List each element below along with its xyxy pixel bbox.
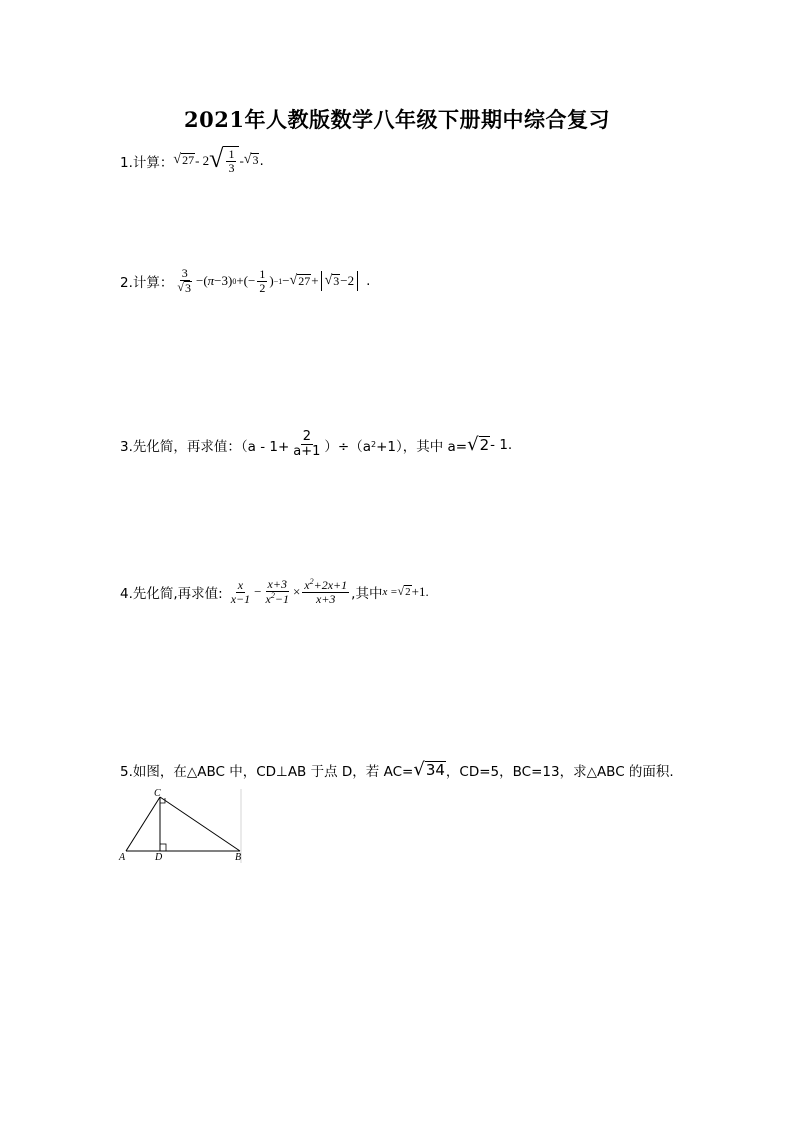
- question-1: [120, 146, 264, 175]
- expr-part: +(−: [236, 273, 256, 289]
- sqrt-27: √ 27: [289, 273, 311, 289]
- question-1-end: .: [259, 152, 264, 169]
- sqrt-34: √ 34: [413, 758, 445, 780]
- sqrt-3: √ 3: [243, 152, 259, 168]
- question-5-end: ，CD=5，BC=13，求△ABC 的面积.: [445, 764, 674, 780]
- label-a: A: [119, 852, 126, 863]
- expr-part: +1），其中 a=: [376, 438, 468, 455]
- expr-part: −: [282, 273, 290, 289]
- question-3-prefix: 3.先化简，再求值：（a - 1+: [120, 438, 290, 455]
- exponent-two: 2: [371, 440, 377, 450]
- label-b: B: [235, 852, 242, 863]
- question-5: [120, 760, 674, 780]
- expr-part: −(: [195, 273, 208, 289]
- exponent-neg-one: −1: [273, 276, 283, 286]
- expr-part: −3): [214, 273, 233, 289]
- label-c: C: [154, 788, 161, 799]
- triangle-figure: [116, 785, 246, 865]
- fraction-x-plus-3-over-x2-minus-1: $\frac{x+3}{x^2-1}$: [265, 577, 289, 607]
- question-3-end: - 1.: [490, 436, 513, 453]
- expr-part: ,其中: [351, 586, 383, 603]
- fraction-3-over-sqrt3: 3 √ 3: [177, 266, 191, 296]
- question-4-prefix: 4.先化简,再求值:: [120, 586, 223, 603]
- sqrt-one-third: √ $\frac{1}{3}$: [209, 146, 239, 175]
- question-3: [120, 430, 512, 460]
- times-sign: ×: [292, 584, 301, 600]
- fraction-half: $\frac{1}{2}$: [259, 266, 266, 295]
- figure-background: [116, 785, 246, 865]
- pi-symbol: π: [207, 273, 215, 289]
- x-equals: x =: [382, 586, 398, 599]
- expr-part: ）÷（a: [324, 438, 371, 455]
- sqrt-27: √ 27: [173, 152, 195, 168]
- question-1-prefix: 1.计算：: [120, 154, 174, 171]
- expr-part: +: [311, 273, 319, 289]
- question-2-end: .: [366, 273, 371, 290]
- absolute-value: √ 3 −2: [321, 271, 359, 291]
- fraction-x-over-x-minus-1: $\frac{x}{x-1}$: [230, 577, 251, 606]
- expr-part: ): [269, 273, 274, 289]
- question-4-end: +1.: [411, 584, 429, 600]
- question-2: [120, 267, 370, 296]
- minus-sign: -: [239, 152, 244, 168]
- sqrt-2: √ 2: [467, 433, 490, 455]
- fraction-2-over-a-plus-1: $\frac{2}{a+1}$: [293, 429, 321, 460]
- fraction-x2-plus-2x-plus-1-over-x-plus-3: $\frac{x^2+2x+1}{x+3}$: [304, 577, 348, 607]
- question-5-prefix: 5.如图，在△ABC 中，CD⊥AB 于点 D，若 AC=: [120, 764, 414, 780]
- label-d: D: [155, 852, 163, 863]
- minus-two: - 2: [195, 152, 210, 168]
- question-2-prefix: 2.计算：: [120, 275, 174, 292]
- minus-sign: −: [254, 584, 262, 600]
- question-4: [120, 578, 429, 606]
- exponent-zero: 0: [232, 276, 237, 286]
- sqrt-2: √ 2: [397, 584, 411, 599]
- page-title: 2021年人教版数学八年级下册期中综合复习: [184, 107, 610, 132]
